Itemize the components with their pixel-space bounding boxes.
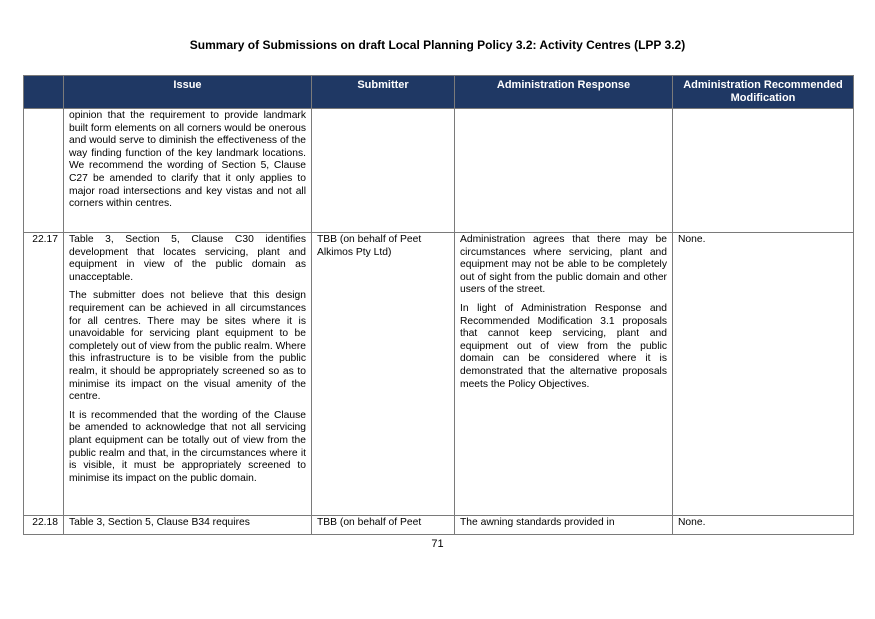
table-row (24, 516, 854, 535)
issue-paragraph: The submitter does not believe that this design requirement can be achieved in all circumstances for all centres. There may be sites where it is unavoidable for servicing plant equipment to be completely out of view from the public realm. Where this infrastructure is to be visible from the public realm, it should be appropriately screened so as to minimise its impact on the visual amenity of the centre. (69, 290, 306, 403)
issue-paragraph: opinion that the requirement to provide landmark built form elements on all corners would be onerous and would serve to diminish the effectiveness of the way finding function of the key landmark locations. We recommend the wording of Section 5, Clause C27 be amended to clarify that it only applies to major road intersections and key vistas and not all corners within centres. (69, 110, 306, 210)
issue-paragraph: Table 3, Section 5, Clause C30 identifies development that locates servicing, plant and equipment in view of the public domain as unacceptable. (69, 234, 306, 283)
submitter-cell (312, 109, 455, 233)
document-title: Summary of Submissions on draft Local Planning Policy 3.2: Activity Centres (LPP 3.2) (189, 38, 686, 52)
submitter-cell: TBB (on behalf of Peet Alkimos Pty Ltd) (312, 233, 455, 516)
table-row (24, 233, 854, 516)
response-paragraph: In light of Administration Response and Recommended Modification 3.1 proposals that cannot keep servicing, plant and equipment out of view from the public domain can be considered where it is demonstrated that the alternative proposals meets the Policy Objectives. (460, 302, 667, 390)
row-number: 22.18 (24, 516, 64, 535)
response-cell (455, 233, 673, 516)
header-administration-response: Administration Response (455, 76, 673, 109)
row-number (24, 109, 64, 233)
page-number: 71 (431, 538, 444, 550)
submitter-cell: TBB (on behalf of Peet (312, 516, 455, 535)
modification-cell: None. (673, 233, 854, 516)
table-row (24, 109, 854, 233)
header-issue: Issue (64, 76, 312, 109)
response-paragraph: The awning standards provided in (460, 517, 615, 528)
issue-cell (64, 516, 312, 535)
modification-cell: None. (673, 516, 854, 535)
response-cell (455, 109, 673, 233)
response-cell (455, 516, 673, 535)
table-header-row (24, 76, 854, 109)
issue-cell (64, 233, 312, 516)
modification-cell (673, 109, 854, 233)
row-number: 22.17 (24, 233, 64, 516)
header-number (24, 76, 64, 109)
header-submitter: Submitter (312, 76, 455, 109)
issue-cell (64, 109, 312, 233)
submissions-table (23, 75, 854, 535)
issue-paragraph: Table 3, Section 5, Clause B34 requires (69, 517, 250, 528)
issue-paragraph: It is recommended that the wording of the Clause be amended to acknowledge that not all servicing plant equipment can be totally out of view from the public realm and that, in the circumstances where it is visible, it must be appropriately screened to minimise its impact on the public domain. (69, 409, 306, 484)
header-recommended-modification: Administration Recommended Modification (673, 76, 854, 109)
response-paragraph: Administration agrees that there may be circumstances where servicing, plant and equipment may not be able to be completely out of sight from the public domain and other users of the street. (460, 234, 667, 296)
